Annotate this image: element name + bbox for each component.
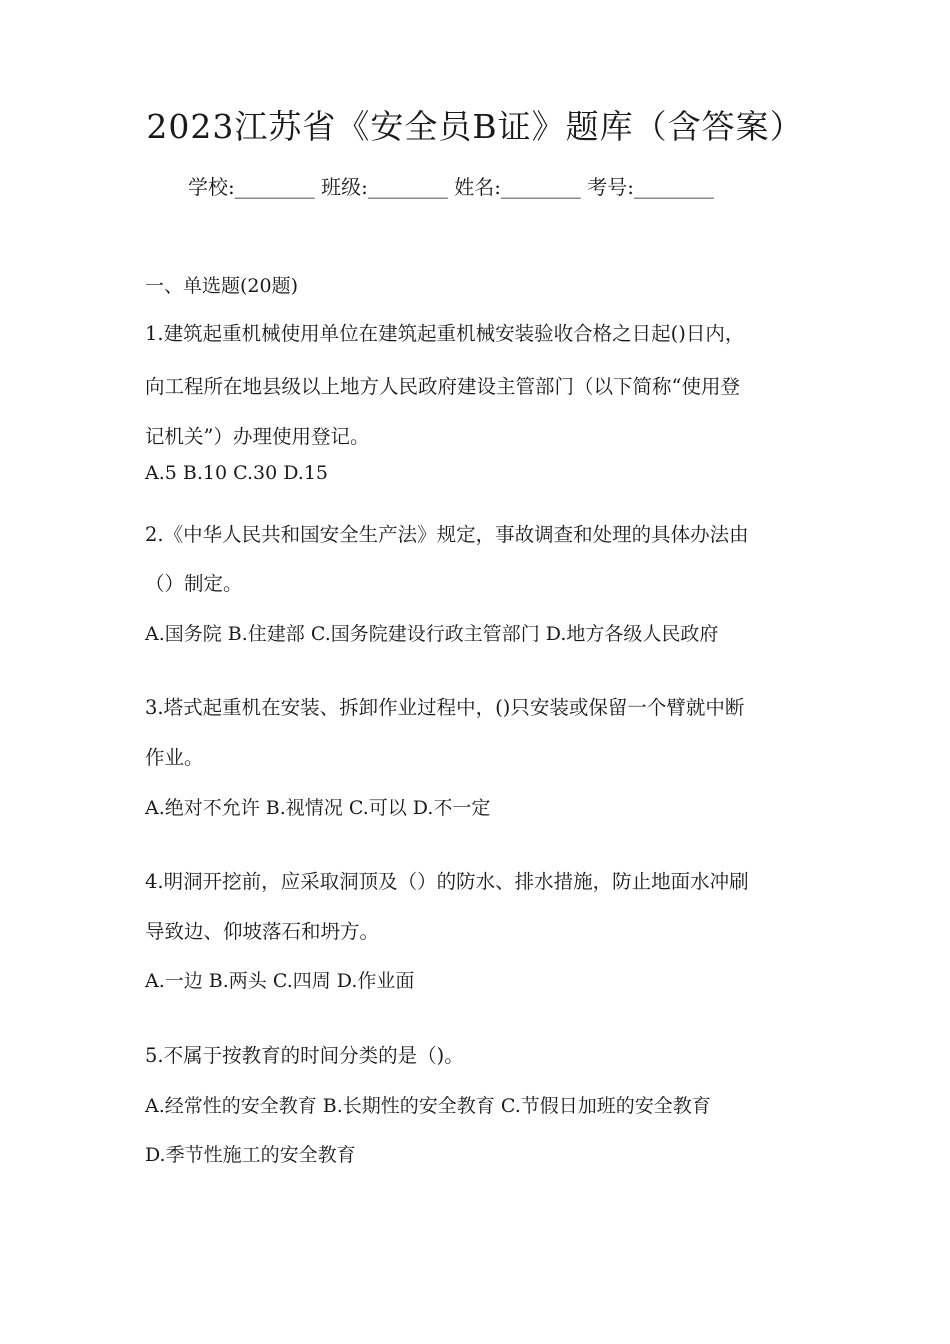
question-5-options-line-1: A.经常性的安全教育 B.长期性的安全教育 C.节假日加班的安全教育 (145, 1095, 711, 1117)
question-1-line-2: 向工程所在地县级以上地方人民政府建设主管部门（以下简称“使用登 (145, 375, 740, 398)
question-4-line-2: 导致边、仰坡落石和坍方。 (145, 920, 380, 943)
question-4-options: A.一边 B.两头 C.四周 D.作业面 (145, 970, 415, 992)
question-2-line-1: 2.《中华人民共和国安全生产法》规定，事故调查和处理的具体办法由 (145, 523, 749, 546)
question-1-options: A.5 B.10 C.30 D.15 (145, 462, 328, 484)
section-heading: 一、单选题(20题) (145, 275, 299, 297)
question-5-line-1: 5.不属于按教育的时间分类的是（)。 (145, 1044, 464, 1067)
question-1-line-1: 1.建筑起重机械使用单位在建筑起重机械安装验收合格之日起()日内， (145, 322, 745, 345)
question-3-line-2: 作业。 (145, 746, 204, 769)
question-4-line-1: 4.明洞开挖前，应采取洞顶及（）的防水、排水措施，防止地面水冲刷 (145, 870, 749, 893)
question-3-options: A.绝对不允许 B.视情况 C.可以 D.不一定 (145, 797, 491, 819)
student-info-line: 学校:________ 班级:________ 姓名:________ 考号:________ (188, 175, 715, 199)
question-5-options-line-2: D.季节性施工的安全教育 (145, 1144, 356, 1166)
question-1-line-3: 记机关”）办理使用登记。 (145, 425, 370, 448)
document-title: 2023江苏省《安全员B证》题库（含答案） (146, 107, 804, 146)
question-2-options: A.国务院 B.住建部 C.国务院建设行政主管部门 D.地方各级人民政府 (145, 623, 719, 645)
question-2-line-2: （）制定。 (145, 572, 243, 595)
question-3-line-1: 3.塔式起重机在安装、拆卸作业过程中，()只安装或保留一个臂就中断 (145, 696, 745, 719)
